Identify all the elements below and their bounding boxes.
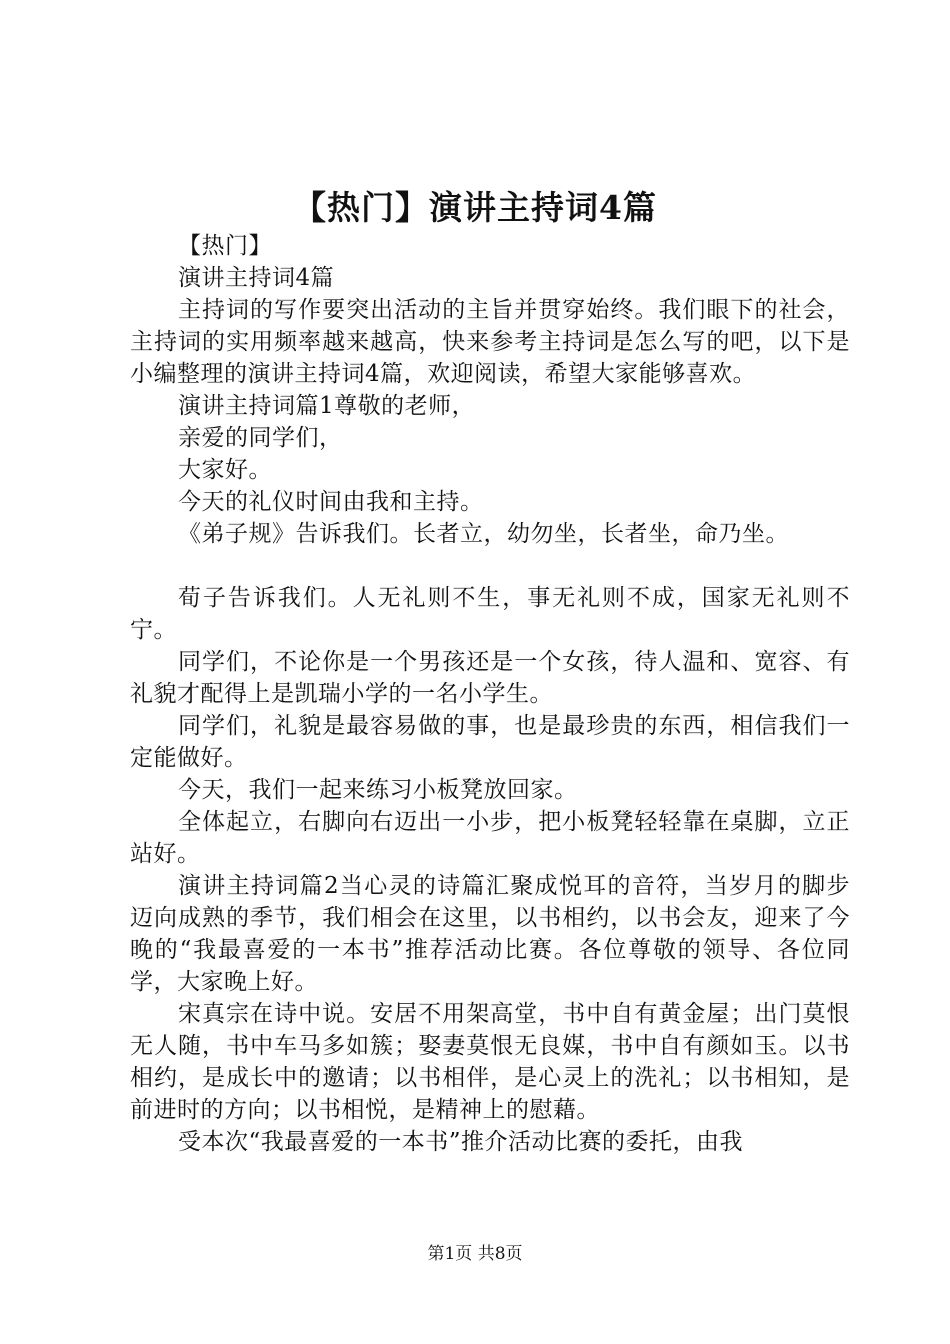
paragraph-tag: 【热门】	[178, 233, 272, 259]
document-body	[130, 230, 850, 1158]
paragraph-stand-up: 全体起立，右脚向右迈出一小步，把小板凳轻轻靠在桌脚，立正站好。	[130, 809, 850, 867]
paragraph-xunzi: 荀子告诉我们。人无礼则不生，事无礼则不成，国家无礼则不宁。	[130, 585, 850, 643]
document-title: 【热门】演讲主持词4篇	[293, 188, 657, 227]
page-footer: 第1页 共8页	[427, 1244, 523, 1264]
paragraph-hello: 大家好。	[178, 457, 272, 483]
paragraph-courtesy: 同学们，礼貌是最容易做的事，也是最珍贵的东西，相信我们一定能做好。	[130, 713, 850, 771]
paragraph-subtitle: 演讲主持词4篇	[178, 265, 335, 291]
paragraph-commission: 受本次“我最喜爱的一本书”推介活动比赛的委托，由我	[178, 1129, 744, 1155]
paragraph-etiquette-time: 今天的礼仪时间由我和主持。	[178, 489, 484, 515]
paragraph-practice: 今天，我们一起来练习小板凳放回家。	[178, 777, 578, 803]
paragraph-dizigui: 《弟子规》告诉我们。长者立，幼勿坐，长者坐，命乃坐。	[178, 521, 789, 547]
paragraph-song-zhenzong: 宋真宗在诗中说。安居不用架高堂，书中自有黄金屋；出门莫恨无人随，书中车马多如簇；娶妻莫恨无良媒，书中自有颜如玉。以书相约，是成长中的邀请；以书相伴，是心灵上的洗礼；以书相知，是前进时的方向；以书相悦，是精神上的慰藉。	[130, 1001, 850, 1123]
paragraph-classmates: 亲爱的同学们，	[178, 425, 343, 451]
paragraph-intro: 主持词的写作要突出活动的主旨并贯穿始终。我们眼下的社会，主持词的实用频率越来越高，快来参考主持词是怎么写的吧，以下是小编整理的演讲主持词4篇，欢迎阅读，希望大家能够喜欢。	[130, 297, 850, 387]
paragraph-speech1-greeting: 演讲主持词篇1尊敬的老师，	[178, 393, 476, 419]
paragraph-speech2-opening: 演讲主持词篇2当心灵的诗篇汇聚成悦耳的音符，当岁月的脚步迈向成熟的季节，我们相会在这里，以书相约，以书会友，迎来了今晚的“我最喜爱的一本书”推荐活动比赛。各位尊敬的领导、各位同学，大家晚上好。	[130, 873, 850, 995]
paragraph-manners: 同学们，不论你是一个男孩还是一个女孩，待人温和、宽容、有礼貌才配得上是凯瑞小学的一名小学生。	[130, 649, 850, 707]
